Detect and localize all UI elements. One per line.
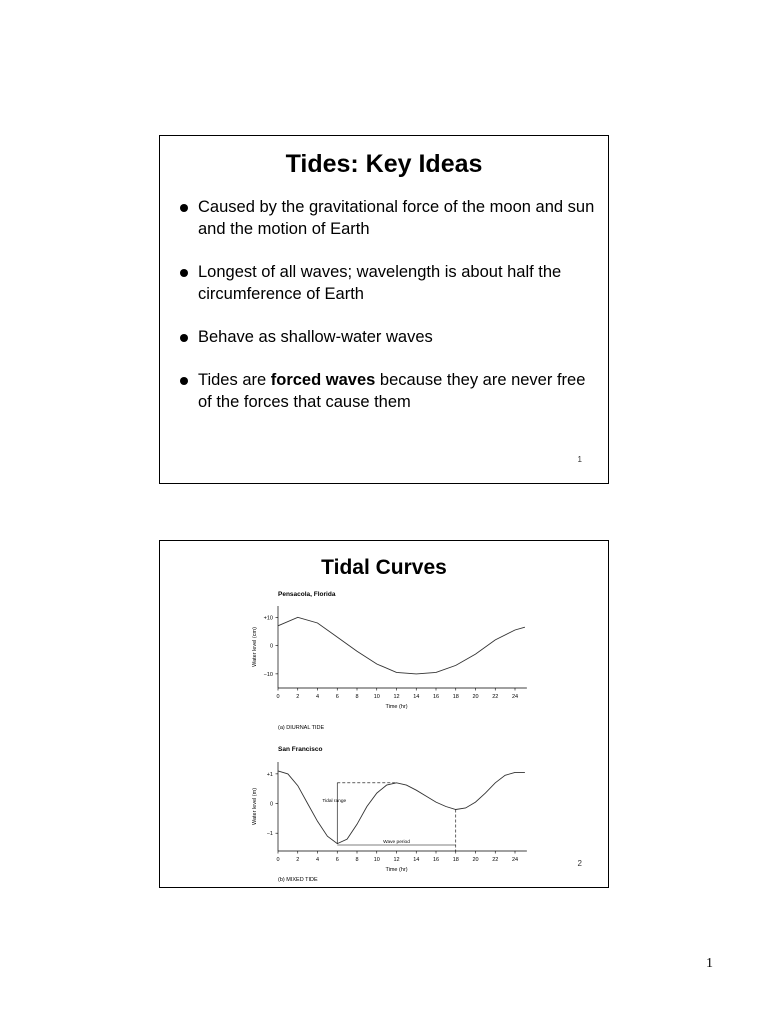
x-tick-label: 2 (296, 694, 300, 700)
x-tick-label: 4 (315, 694, 320, 700)
x-tick-label: 14 (413, 857, 420, 863)
bullet-item (176, 261, 596, 305)
bullet-dot (180, 269, 188, 277)
chart-title: Pensacola, Florida (278, 591, 336, 598)
x-tick-label: 12 (393, 857, 400, 863)
bullet-text: Tides are (198, 371, 271, 389)
x-tick-label: 16 (432, 857, 440, 863)
x-tick-label: 24 (511, 857, 519, 863)
y-axis-label: Water level (cm) (252, 627, 258, 667)
bullet-bold-text: forced waves (270, 371, 376, 389)
x-tick-label: 0 (276, 857, 280, 863)
x-tick-label: 12 (393, 694, 400, 700)
bullet-text: because they are never free of the forces that cause them (198, 371, 586, 411)
bullet-item (176, 196, 596, 240)
x-tick-label: 8 (355, 694, 359, 700)
annotation-wave-period: Wave period (383, 840, 410, 845)
bullet-item (176, 326, 596, 348)
x-tick-label: 16 (432, 694, 440, 700)
x-tick-label: 10 (373, 694, 380, 700)
bullet-dot (180, 334, 188, 342)
x-tick-label: 2 (296, 857, 300, 863)
x-tick-label: 18 (452, 857, 459, 863)
chart-title: San Francisco (278, 746, 323, 753)
annotation-tidal-range: Tidal range (322, 799, 347, 805)
slide-title: Tidal Curves (321, 556, 447, 579)
y-tick-label: −1 (266, 831, 273, 838)
chart-caption: (a) DIURNAL TIDE (278, 725, 325, 731)
page-number: 1 (706, 956, 713, 971)
x-tick-label: 18 (452, 694, 459, 700)
x-tick-label: 6 (335, 694, 339, 700)
bullet-list (176, 196, 596, 434)
y-tick-label: +1 (266, 771, 273, 778)
chart-caption: (b) MIXED TIDE (278, 877, 318, 883)
bullet-dot (180, 377, 188, 385)
slide-2 (159, 540, 609, 888)
x-tick-label: 20 (472, 857, 479, 863)
x-tick-label: 24 (511, 694, 519, 700)
x-tick-label: 6 (335, 857, 339, 863)
bullet-text: Caused by the gravitational force of the moon and sun and the motion of Earth (198, 198, 595, 238)
tidal-curves-figure (160, 541, 608, 887)
tide-series-line (278, 771, 525, 844)
x-axis-label: Time (hr) (385, 704, 408, 710)
x-tick-label: 14 (413, 694, 420, 700)
slide-title: Tides: Key Ideas (285, 150, 483, 178)
bullet-text: Behave as shallow-water waves (198, 328, 433, 346)
bullet-item (176, 369, 596, 413)
x-tick-label: 22 (492, 857, 499, 863)
slide-1 (159, 135, 609, 484)
x-tick-label: 8 (355, 857, 359, 863)
bullet-text: Longest of all waves; wavelength is about half the circumference of Earth (198, 263, 562, 303)
x-tick-label: 10 (373, 857, 380, 863)
y-axis-label: Water level (m) (252, 787, 258, 826)
slide-number: 2 (577, 859, 582, 868)
tide-series-line (278, 617, 525, 674)
x-tick-label: 20 (472, 694, 479, 700)
x-tick-label: 0 (276, 694, 280, 700)
bullet-dot (180, 204, 188, 212)
x-axis-label: Time (hr) (385, 867, 408, 873)
x-tick-label: 22 (492, 694, 499, 700)
y-tick-label: −10 (263, 671, 273, 678)
x-tick-label: 4 (315, 857, 320, 863)
y-tick-label: 0 (269, 801, 273, 808)
y-tick-label: +10 (263, 615, 273, 622)
slide-number: 1 (577, 455, 582, 464)
y-tick-label: 0 (269, 643, 273, 650)
